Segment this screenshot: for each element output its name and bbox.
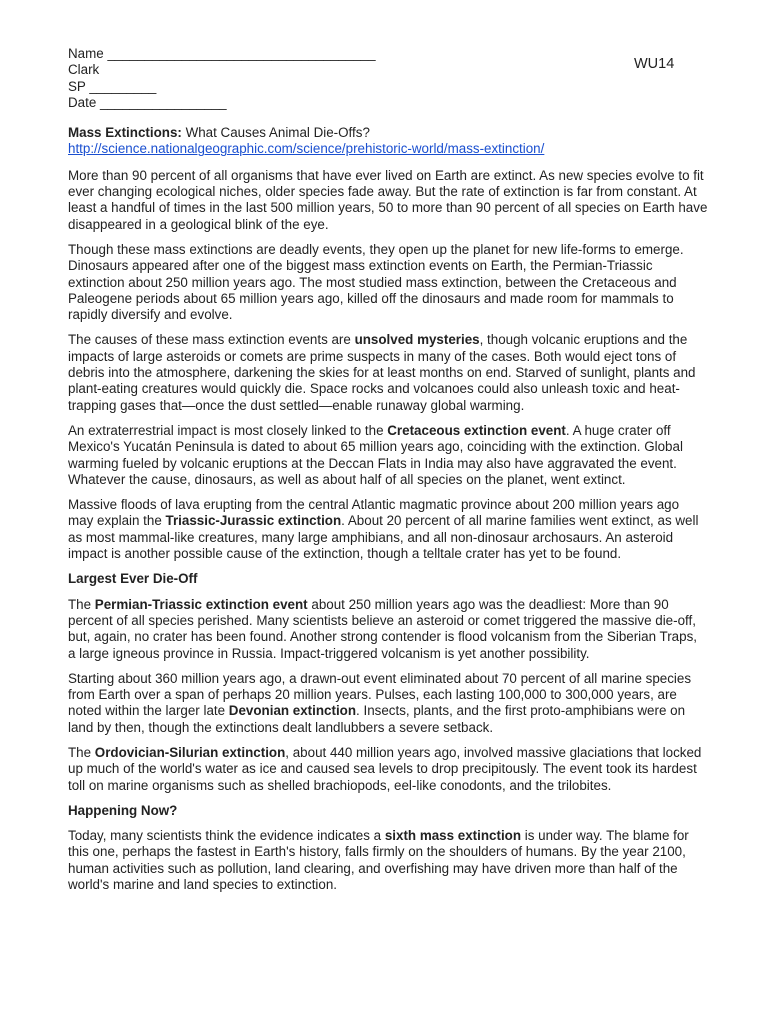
text-run: The	[68, 596, 95, 612]
paragraph-new-life-forms: Though these mass extinctions are deadly events, they open up the planet for new life-forms to emerge. Dinosaurs appeared after one of the biggest mass extinction events on Earth, the Permian-Triassic extinction about 250 million years ago. The most studied mass extinction, between the Cretaceous and Paleogene periods about 65 million years ago, killed off the dinosaurs and made room for mammals to rapidly diversify and evolve.	[68, 241, 684, 323]
text-run: . About 20 percent of all marine families went extinct, as well as most mammal-like creatures, many large amphibians, and all non-dinosaur archosaurs. An asteroid impact is another possible cause of the extinction, though a telltale crater has yet to be found.	[68, 513, 699, 562]
paragraph-devonian	[68, 671, 708, 736]
text-run: . Insects, plants, and the first proto-amphibians were on land by then, though the extinctions dealt landlubbers a severe setback.	[68, 703, 686, 735]
paragraph-intro: More than 90 percent of all organisms that have ever lived on Earth are extinct. As new species evolve to fit ever changing ecological niches, older species fade away. But the rate of extinction is far from constant. At least a handful of times in the last 500 million years, 50 to more than 90 percent of all species on Earth have disappeared in a geological blink of the eye.	[68, 167, 708, 232]
bold-term: Devonian extinction	[228, 703, 357, 719]
text-run: is under way. The blame for this one, perhaps the fastest in Earth's history, falls firmly on the shoulders of humans. By the year 2100, human activities such as pollution, land clearing, and overfishing may have driven more than half of the world's marine and land species to extinction.	[68, 828, 689, 893]
paragraph-cretaceous	[68, 423, 708, 488]
paragraph-ordovician-silurian	[68, 745, 708, 794]
bold-term: unsolved mysteries	[354, 332, 480, 348]
text-run: . A huge crater off Mexico's Yucatán Peninsula is dated to about 65 million years ago, coinciding with the extinction. Global warming fueled by volcanic eruptions at the Deccan Flats in India may also have aggravated the event. Whatever the cause, dinosaurs, as well as about half of all species on the planet, went extinct.	[68, 422, 683, 487]
paragraph-causes	[68, 332, 708, 413]
source-link[interactable]: http://science.nationalgeographic.com/science/prehistoric-world/mass-extinction/	[68, 141, 545, 157]
article-title-bold: Mass Extinctions:	[68, 125, 182, 141]
bold-term: Ordovician-Silurian extinction	[94, 744, 286, 760]
text-run: , about 440 million years ago, involved massive glaciations that locked up much of the world's water as ice and caused sea levels to drop precipitously. The event took its hardest toll on marine organisms such as shelled brachiopods, eel-like conodonts, and the trilobites.	[68, 744, 702, 793]
article-title	[68, 125, 708, 141]
article-title-rest: What Causes Animal Die-Offs?	[181, 125, 370, 141]
bold-term: Permian-Triassic extinction event	[94, 596, 308, 612]
text-run: Massive floods of lava erupting from the central Atlantic magmatic province about 200 million years ago may explain the	[68, 497, 680, 529]
worksheet-code: WU14	[634, 56, 675, 72]
class-line: Clark	[68, 62, 100, 78]
bold-term: sixth mass extinction	[384, 828, 522, 844]
text-run: Starting about 360 million years ago, a drawn-out event eliminated about 70 percent of all marine species from Earth over a span of perhaps 20 million years. Pulses, each lasting 100,000 to 300,000 years, are noted within the larger late	[68, 670, 692, 719]
name-line: Name ____________________________________	[68, 46, 376, 61]
text-run: about 250 million years ago was the deadliest: More than 90 percent of all species perished. Many scientists believe an asteroid or comet triggered the massive die-off, but, again, no crater has been found. Another strong contender is flood volcanism from the Siberian Traps, a large igneous province in Russia. Impact-triggered volcanism is yet another possibility.	[68, 596, 697, 661]
paragraph-sixth-extinction	[68, 828, 708, 893]
text-run: The	[68, 744, 95, 760]
paragraph-triassic-jurassic	[68, 497, 708, 562]
bold-term: Triassic-Jurassic extinction	[165, 513, 342, 529]
text-run: The causes of these mass extinction events are	[68, 332, 355, 348]
bold-term: Cretaceous extinction event	[387, 422, 566, 438]
date-line: Date _________________	[68, 94, 227, 110]
section-heading-happening-now: Happening Now?	[68, 802, 178, 818]
text-run: Today, many scientists think the evidence indicates a	[68, 828, 385, 844]
text-run: , though volcanic eruptions and the impacts of large asteroids or comets are prime suspects in many of the cases. Both would eject tons of debris into the atmosphere, darkening the skies for at least months on end. Starved of sunlight, plants and plant-eating creatures would quickly die. Space rocks and volcanoes could also unleash toxic and heat-trapping gases that—once the dust settled—enable runaway global warming.	[68, 332, 696, 413]
article-title-block	[68, 125, 708, 158]
paragraph-permian-triassic	[68, 597, 708, 662]
sp-line: SP _________	[68, 78, 157, 94]
student-info-header	[68, 46, 708, 111]
document-page	[68, 46, 708, 893]
section-heading-largest-die-off: Largest Ever Die-Off	[68, 571, 198, 587]
text-run: An extraterrestrial impact is most closely linked to the	[68, 422, 388, 438]
